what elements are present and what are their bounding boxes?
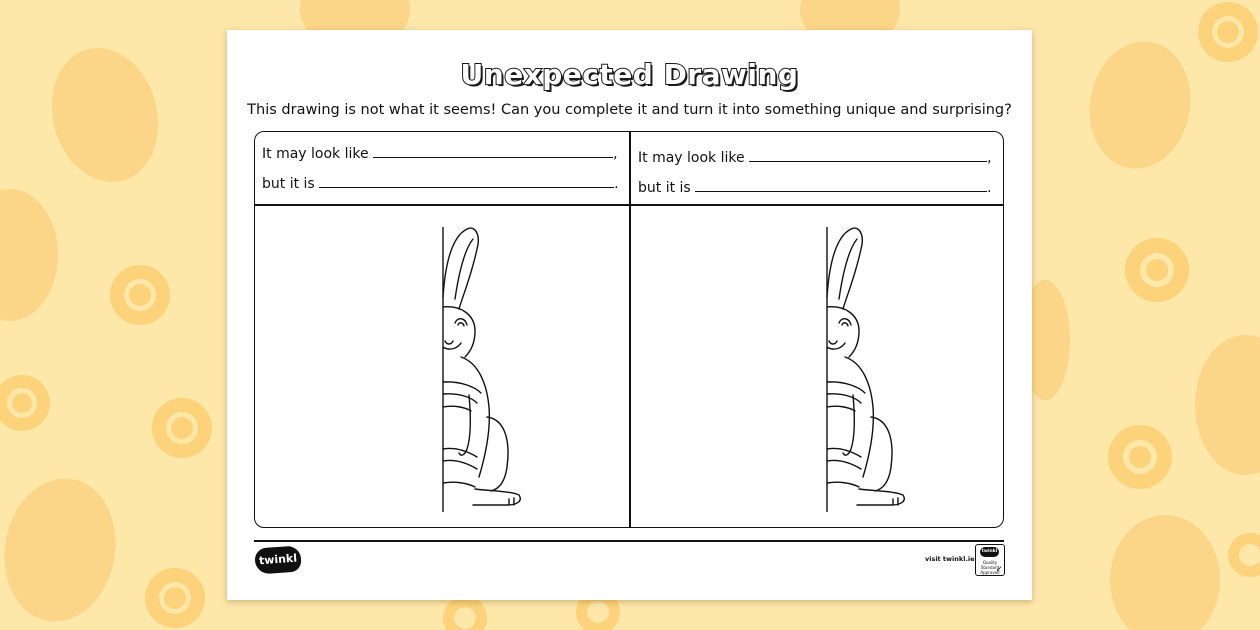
comma: ,: [613, 146, 618, 162]
badge-logo-text: twinkl: [981, 549, 998, 554]
drawing-grid: [254, 131, 1004, 528]
check-icon: ✓: [995, 565, 1003, 575]
twinkl-logo[interactable]: twinkl: [254, 545, 302, 574]
look-like-blank[interactable]: [749, 147, 987, 162]
quality-badge-icon: [975, 544, 1005, 576]
worksheet-instructions: This drawing is not what it seems! Can you complete it and turn it into something unique and surprising?: [247, 102, 1012, 118]
but-it-is-blank[interactable]: [319, 173, 614, 188]
panel-right-prompt: [631, 132, 1004, 204]
rabbit-half-drawing: [441, 227, 541, 512]
badge-text: Quality Standard Approved: [980, 560, 1000, 575]
period: .: [987, 180, 992, 196]
but-it-is-blank[interactable]: [695, 177, 987, 192]
period: .: [614, 176, 619, 192]
panel-left-prompt: [255, 132, 629, 204]
badge-logo: [980, 547, 999, 557]
visit-link[interactable]: visit twinkl.ie: [925, 555, 975, 563]
row-divider: [255, 204, 1003, 206]
look-like-label: It may look like: [638, 150, 745, 166]
but-it-is-label: but it is: [262, 176, 315, 192]
footer-divider: [254, 540, 1004, 542]
look-like-label: It may look like: [262, 146, 369, 162]
worksheet-title: Unexpected Drawing: [460, 58, 799, 91]
worksheet: [227, 30, 1032, 600]
rabbit-half-drawing: [825, 227, 925, 512]
look-like-blank[interactable]: [373, 143, 613, 158]
comma: ,: [987, 150, 992, 166]
but-it-is-label: but it is: [638, 180, 691, 196]
